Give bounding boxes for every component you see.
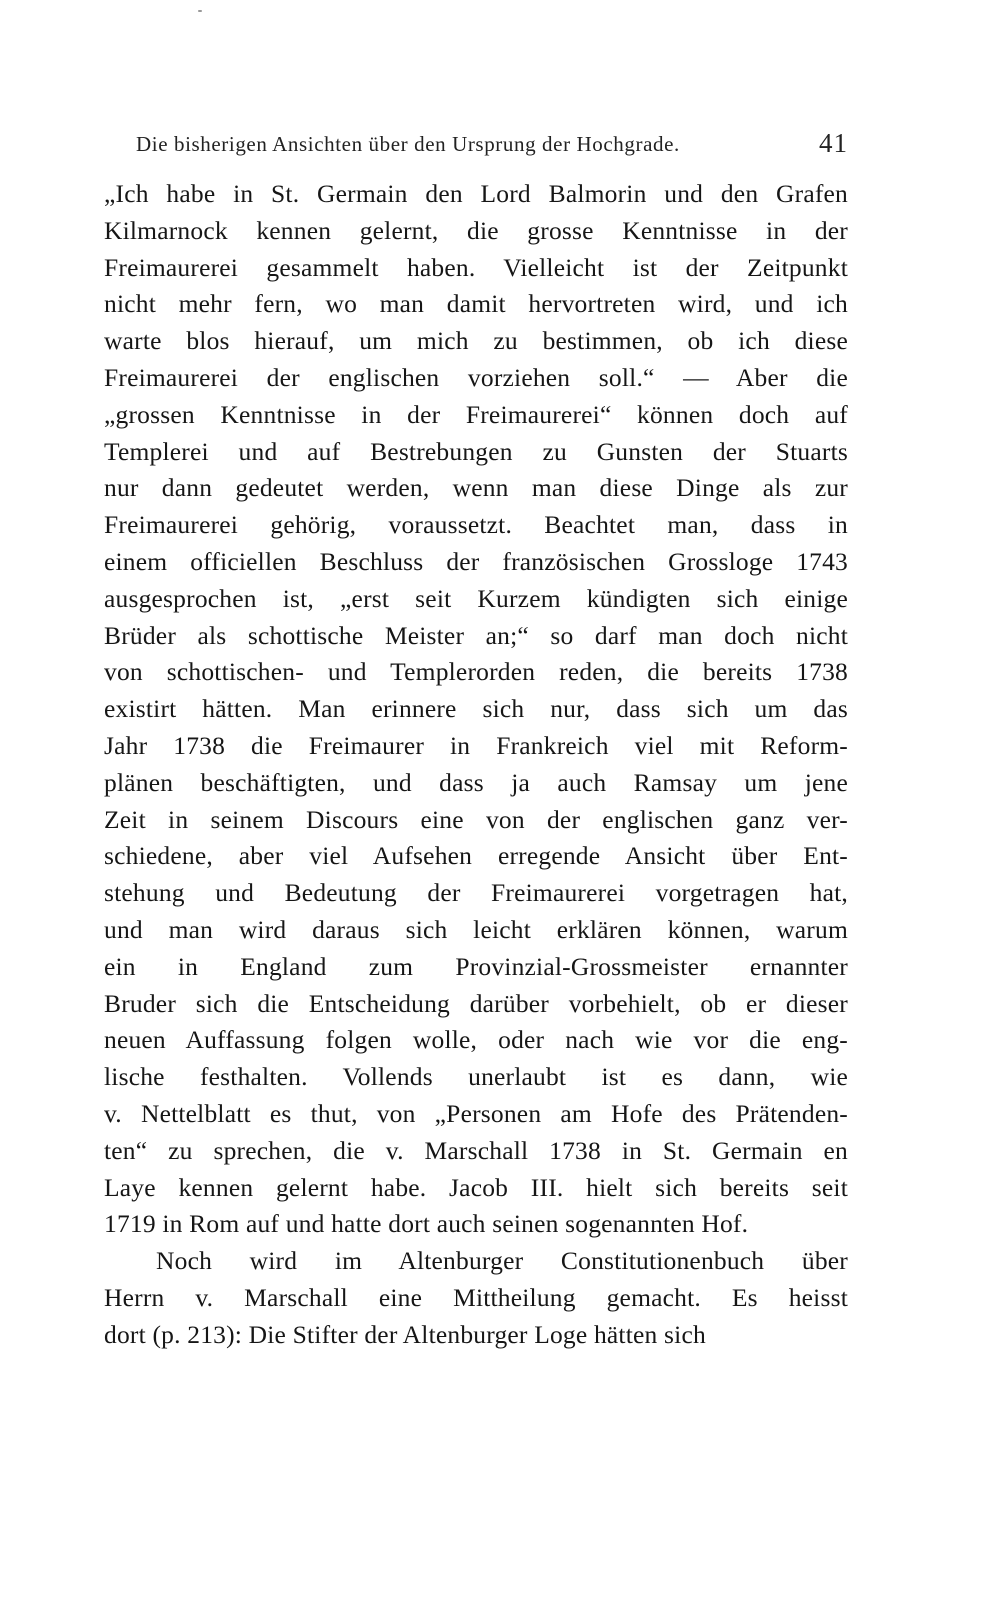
text-line: „Ich habe in St. Germain den Lord Balmorin und den Grafen	[104, 179, 848, 208]
text-line: nicht mehr fern, wo man damit hervortreten wird, und ich	[104, 289, 848, 319]
text-line: dort (p. 213): Die Stifter der Altenburger Loge hätten sich	[104, 1319, 706, 1349]
text-line: Freimaurerei gesammelt haben. Vielleicht ist der Zeitpunkt	[104, 252, 848, 282]
text-line: 1719 in Rom auf und hatte dort auch seinen sogenannten Hof.	[104, 1209, 749, 1239]
text-line: nur dann gedeutet werden, wenn man diese Dinge als zur	[104, 473, 848, 503]
text-line: von schottischen- und Templerorden reden, die bereits 1738	[104, 657, 848, 687]
text-line: Templerei und auf Bestrebungen zu Gunsten der Stuarts	[104, 436, 848, 466]
stray-ink-mark	[198, 10, 202, 12]
text-line: Brüder als schottische Meister an;“ so darf man doch nicht	[104, 620, 848, 650]
text-line: lische festhalten. Vollends unerlaubt ist es dann, wie	[104, 1062, 848, 1092]
text-line: schiedene, aber viel Aufsehen erregende Ansicht über Ent-	[104, 841, 848, 871]
running-title: Die bisherigen Ansichten über den Ursprung der Hochgrade.	[136, 132, 680, 156]
text-line: Jahr 1738 die Freimaurer in Frankreich viel mit Reform-	[104, 730, 848, 760]
text-line: und man wird daraus sich leicht erklären können, warum	[104, 914, 848, 944]
body-text	[104, 176, 848, 1354]
text-line: Bruder sich die Entscheidung darüber vorbehielt, ob er dieser	[104, 988, 848, 1018]
text-line: existirt hätten. Man erinnere sich nur, dass sich um das	[104, 694, 848, 724]
text-line: Freimaurerei der englischen vorziehen soll.“ — Aber die	[104, 362, 848, 392]
text-line: plänen beschäftigten, und dass ja auch Ramsay um jene	[104, 767, 848, 797]
text-line: ten“ zu sprechen, die v. Marschall 1738 in St. Germain en	[104, 1135, 848, 1165]
text-line: Zeit in seinem Discours eine von der englischen ganz ver-	[104, 804, 848, 834]
text-line: Freimaurerei gehörig, voraussetzt. Beachtet man, dass in	[104, 510, 848, 540]
text-line: warte blos hierauf, um mich zu bestimmen, ob ich diese	[104, 326, 848, 356]
text-line: Herrn v. Marschall eine Mittheilung gemacht. Es heisst	[104, 1282, 848, 1312]
page-number: 41	[819, 128, 848, 158]
text-line: v. Nettelblatt es thut, von „Personen am Hofe des Prätenden-	[104, 1098, 848, 1128]
paragraph-container	[104, 176, 848, 1354]
running-head	[136, 128, 848, 164]
text-line: stehung und Bedeutung der Freimaurerei vorgetragen hat,	[104, 878, 848, 908]
text-line: ein in England zum Provinzial-Grossmeister ernannter	[104, 951, 848, 981]
text-line: ausgesprochen ist, „erst seit Kurzem kündigten sich einige	[104, 583, 848, 613]
text-line: „grossen Kenntnisse in der Freimaurerei“ können doch auf	[104, 399, 848, 429]
text-line: Kilmarnock kennen gelernt, die grosse Kenntnisse in der	[104, 215, 848, 245]
text-line: Laye kennen gelernt habe. Jacob III. hielt sich bereits seit	[104, 1172, 848, 1202]
text-line: einem officiellen Beschluss der französischen Grossloge 1743	[104, 546, 848, 576]
text-line: neuen Auffassung folgen wolle, oder nach wie vor die eng-	[104, 1025, 848, 1055]
text-line: Noch wird im Altenburger Constitutionenbuch über	[156, 1246, 848, 1276]
